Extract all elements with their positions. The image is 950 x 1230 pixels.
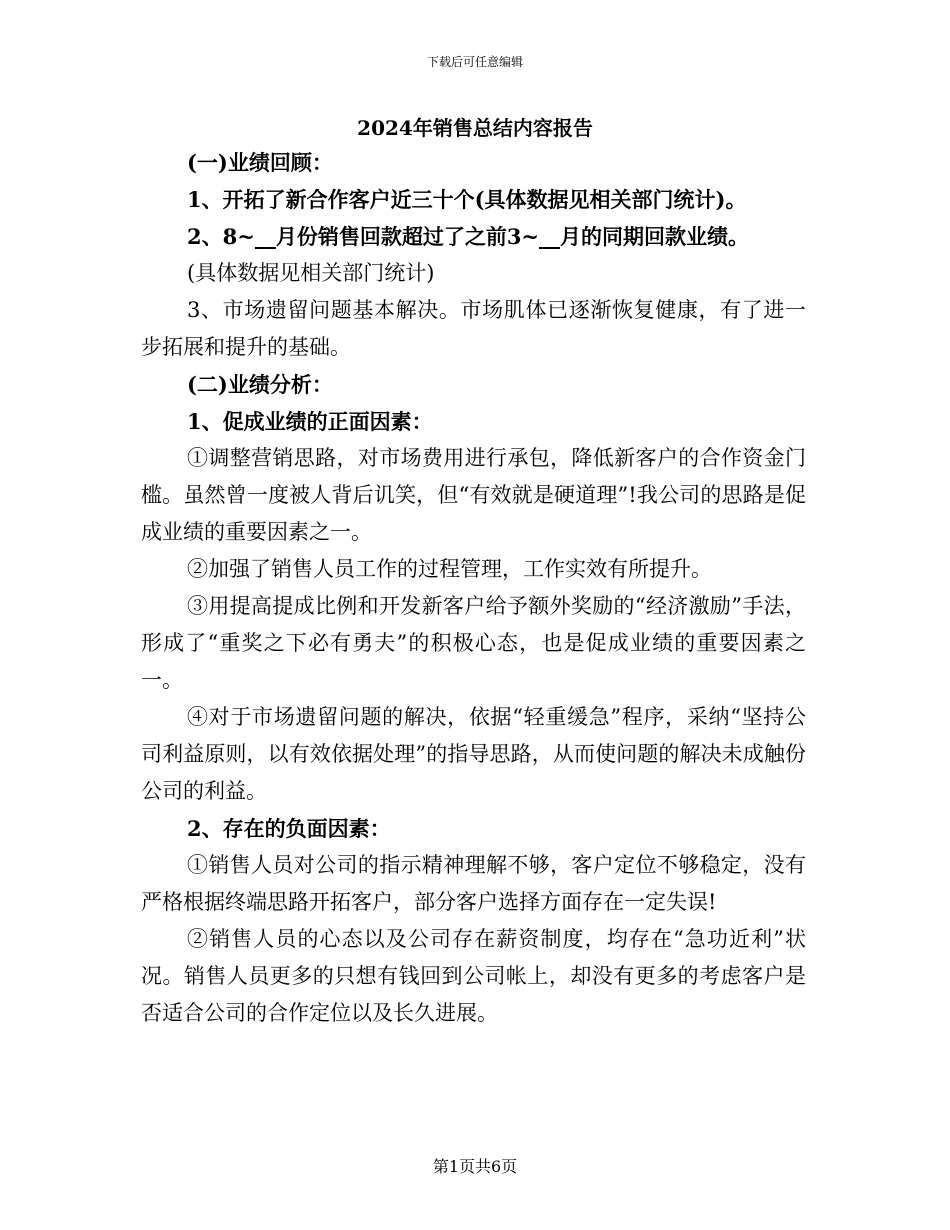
section-heading-analysis: (二)业绩分析： <box>187 372 333 397</box>
subheading-negative-factors: 2、存在的负面因素： <box>187 816 391 841</box>
paragraph-review-3: 3、市场遗留问题基本解决。市场肌体已逐渐恢复健康，有了进一步拓展和提升的基础。 <box>141 298 806 359</box>
paragraph-positive-1: ①调整营销思路，对市场费用进行承包，降低新客户的合作资金门槛。虽然曾一度被人背后讥笑，但“有效就是硬道理”!我公司的思路是促成业绩的重要因素之一。 <box>141 446 806 544</box>
paragraph-negative-2: ②销售人员的心态以及公司存在薪资制度，均存在“急功近利”状况。销售人员更多的只想有钱回到公司帐上，却没有更多的考虑客户是否适合公司的合作定位以及长久进展。 <box>141 927 806 1025</box>
document-body <box>141 144 806 1032</box>
paragraph-review-2: 2、8~__月份销售回款超过了之前3~__月的同期回款业绩。 <box>187 224 750 249</box>
paragraph-negative-1: ①销售人员对公司的指示精神理解不够，客户定位不够稳定，没有严格根据终端思路开拓客户，部分客户选择方面存在一定失误! <box>141 853 806 914</box>
document-title: 2024年销售总结内容报告 <box>357 116 593 140</box>
paragraph-review-1: 1、开拓了新合作客户近三十个(具体数据见相关部门统计)。 <box>187 187 747 212</box>
paragraph-review-2-note: (具体数据见相关部门统计) <box>187 261 435 285</box>
paragraph-positive-3: ③用提高提成比例和开发新客户给予额外奖励的“经济激励”手法，形成了“重奖之下必有勇夫”的积极心态，也是促成业绩的重要因素之一。 <box>141 594 806 692</box>
section-heading-review: (一)业绩回顾： <box>187 150 333 175</box>
subheading-positive-factors: 1、促成业绩的正面因素： <box>187 409 433 434</box>
paragraph-positive-2: ②加强了销售人员工作的过程管理，工作实效有所提升。 <box>187 557 712 581</box>
page-number-footer: 第1页共6页 <box>432 1157 518 1176</box>
header-note: 下载后可任意编辑 <box>426 55 523 69</box>
paragraph-positive-4: ④对于市场遗留问题的解决，依据“轻重缓急”程序，采纳“坚持公司利益原则，以有效依据处理”的指导思路，从而使问题的解决未成触份公司的利益。 <box>141 705 806 803</box>
